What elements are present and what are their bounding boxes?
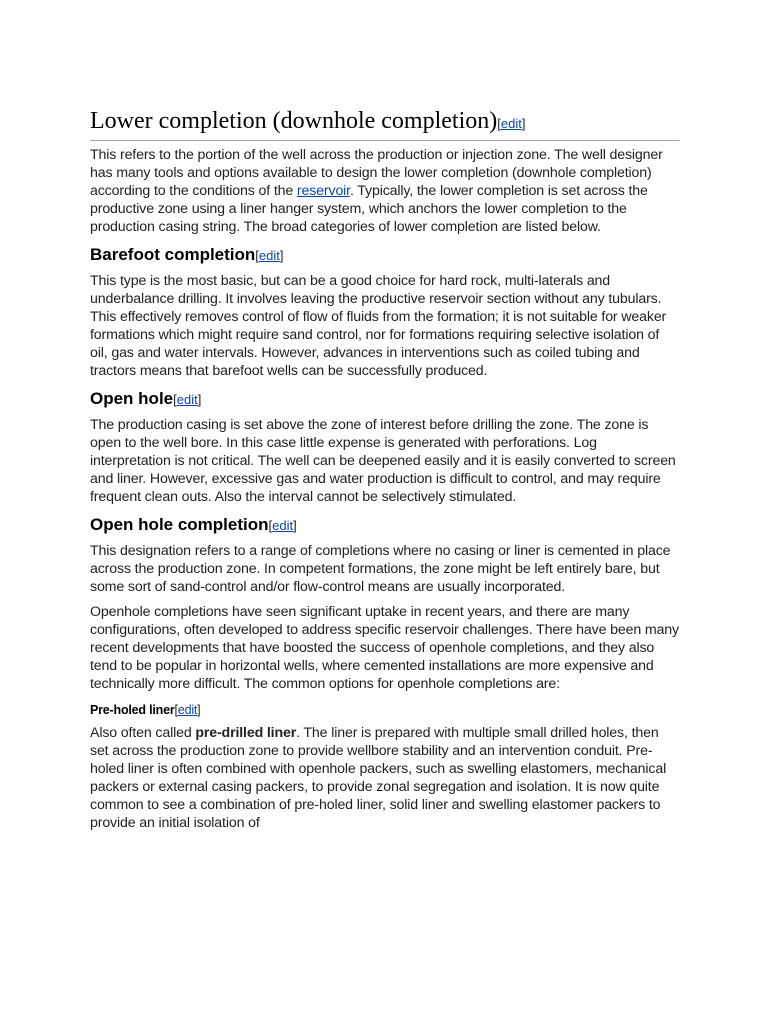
edit-link[interactable]: edit <box>177 703 198 717</box>
paragraph-lower-completion <box>90 146 680 236</box>
paragraph-barefoot: This type is the most basic, but can be a good choice for hard rock, multi-laterals and underbalance drilling. It involves leaving the productive reservoir section without any tubulars. This effectively removes control of flow of fluids from the formation; it is not suitable for weaker formations which might require sand control, nor for formations requiring selective isolation of oil, gas and water intervals. However, advances in interventions such as coiled tubing and tractors means that barefoot wells can be successfully produced. <box>90 273 667 379</box>
edit-link-wrapper: [edit] <box>174 703 201 717</box>
paragraph-pre-holed-liner <box>90 724 680 832</box>
section-heading-lower-completion <box>90 106 680 141</box>
reservoir-link[interactable]: reservoir <box>296 183 350 199</box>
paragraph-open-hole-completion-2: Openhole completions have seen significant uptake in recent years, and there are many configurations, often developed to address specific reservoir challenges. There have been many recent developments that have boosted the success of openhole completions, and they also tend to be popular in horizontal wells, where cemented installations are more expensive and technically more difficult. The common options for openhole completions are: <box>90 604 679 692</box>
section-title: Lower completion (downhole completion) <box>90 108 498 134</box>
section-heading-open-hole <box>90 388 680 411</box>
edit-link-wrapper: [edit] <box>268 518 297 533</box>
section-title: Open hole completion <box>90 515 269 534</box>
paragraph-open-hole-completion-1: This designation refers to a range of completions where no casing or liner is cemented in place across the production zone. In competent formations, the zone might be left entirely bare, but some sort of sand-control and/or flow-control means are usually incorporated. <box>90 543 671 595</box>
article-content <box>90 106 680 839</box>
edit-link-wrapper: [edit] <box>497 116 526 131</box>
section-title: Pre-holed liner <box>90 703 175 717</box>
section-title: Barefoot completion <box>90 245 256 264</box>
paragraph-open-hole: The production casing is set above the zone of interest before drilling the zone. The zone is open to the well bore. In this case little expense is generated with perforations. Log interpretation is not critical. The well can be deepened easily and it is easily converted to screen and liner. However, excessive gas and water production is difficult to control, and may require frequent clean outs. Also the interval cannot be selectively stimulated. <box>90 417 676 505</box>
edit-link[interactable]: edit <box>258 248 280 263</box>
section-heading-open-hole-completion <box>90 514 680 537</box>
edit-link[interactable]: edit <box>272 518 294 533</box>
text-span: . The liner is prepared with multiple small drilled holes, then set across the production zone to provide wellbore stability and an intervention conduit. Pre-holed liner is often combined with openhole packers, such as swelling elastomers, mechanical packers or external casing packers, to provide zonal segregation and isolation. It is now quite common to see a combination of pre-holed liner, solid liner and swelling elastomer packers to provide an initial isolation of <box>90 725 667 831</box>
edit-link[interactable]: edit <box>500 116 522 131</box>
bold-term: pre-drilled liner <box>195 725 297 741</box>
text-span: Also often called <box>90 725 196 741</box>
section-heading-barefoot <box>90 244 680 267</box>
text-span: This refers to the portion of the well across the production or injection zone. The well designer has many tools and options available to design the lower completion (downhole completion) according to the conditions of the <box>90 147 663 199</box>
text-span: . Typically, the lower completion is set across the productive zone using a liner hanger system, which anchors the lower completion to the production casing string. The broad categories of lower completion are listed below. <box>90 183 648 235</box>
edit-link[interactable]: edit <box>176 392 198 407</box>
edit-link-wrapper: [edit] <box>255 248 284 263</box>
edit-link-wrapper: [edit] <box>173 392 202 407</box>
section-heading-pre-holed-liner <box>90 700 680 720</box>
section-title: Open hole <box>90 389 174 408</box>
